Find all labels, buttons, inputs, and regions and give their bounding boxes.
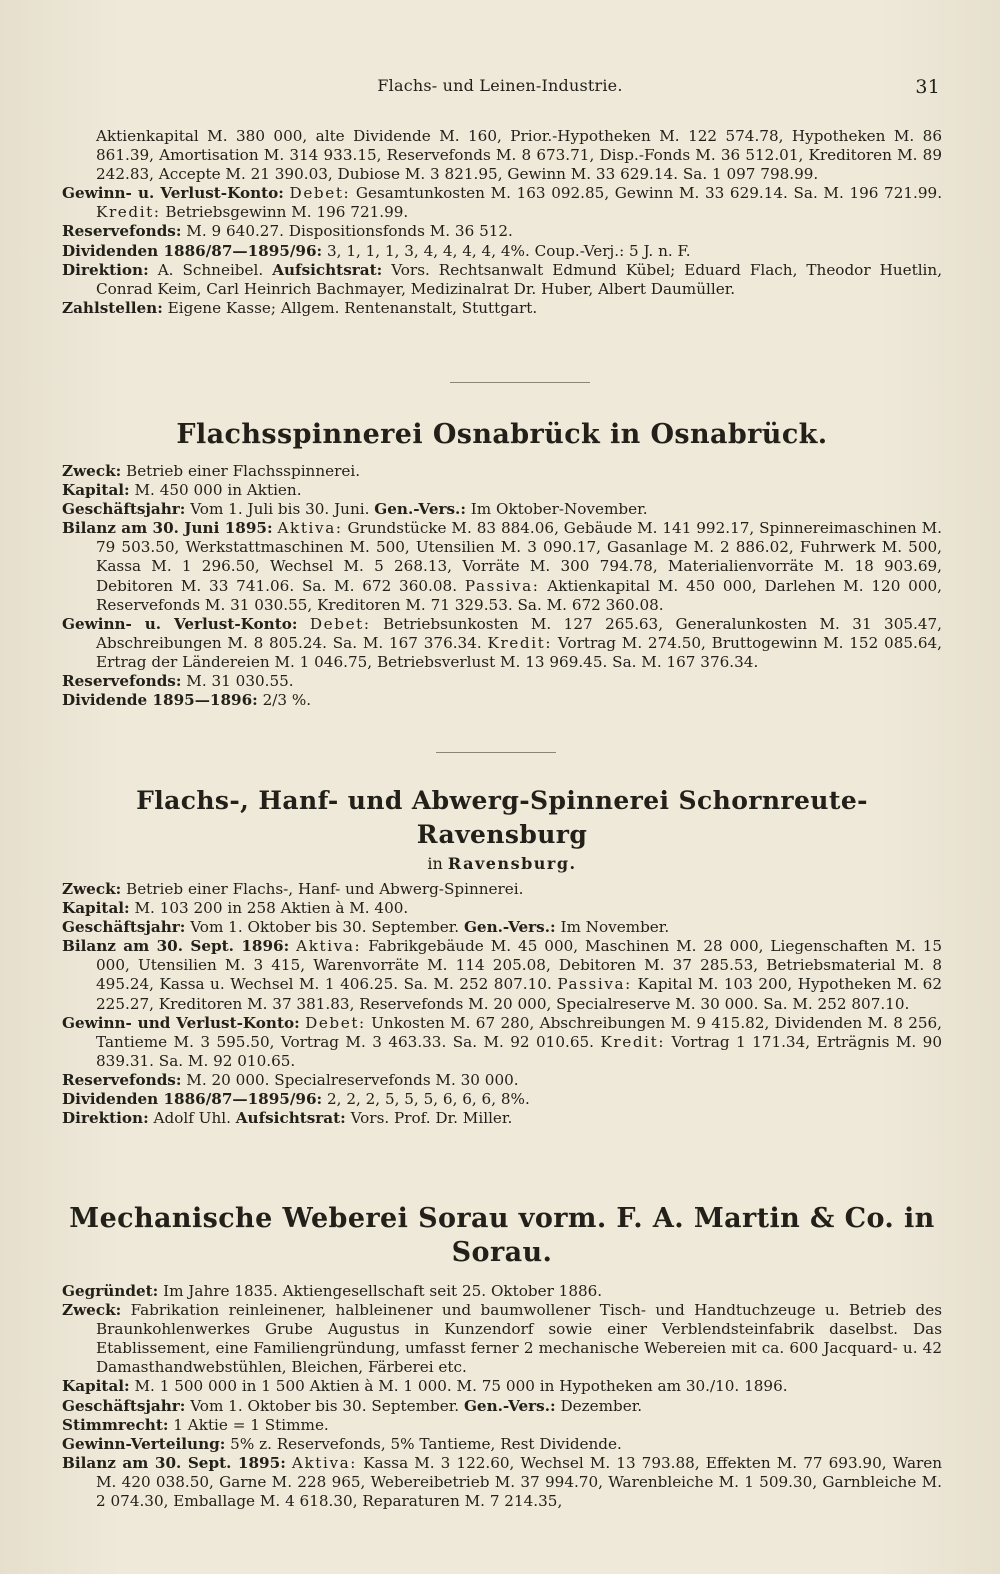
running-head	[60, 76, 940, 102]
company-title-sorau: Mechanische Weberei Sorau vorm. F. A. Martin & Co. in Sorau.	[69, 1203, 935, 1268]
osn-kredit: Vortrag M. 274.50, Bruttogewinn M. 152 085.64, Ertrag der Ländereien M. 1 046.75, Betriebsverlust M. 13 969.45. Sa. M. 167 376.34.	[96, 633, 943, 671]
rav-aktiva: Fabrikgebäude M. 45 000, Maschinen M. 28 000, Liegenschaften M. 15 000, Utensilien M. 3 415, Warenvorräte M. 114 205.08, Debitoren M. 37 285.53, Betriebsmaterial M. 8 495.24, Kassa u. Wechsel M. 1 406.25. Sa. M. 252 807.10.	[96, 937, 943, 994]
prev-dividenden-entry	[62, 242, 942, 261]
rav-direktion-entry	[62, 1109, 942, 1128]
osn-dividende-entry	[62, 691, 942, 710]
company-subtitle-ravensburg	[62, 854, 942, 874]
osn-passiva-label: Passiva:	[464, 576, 540, 595]
osn-guv-entry	[62, 615, 942, 672]
rav-passiva-label: Passiva:	[557, 975, 632, 994]
sor-geschaeftsjahr-entry	[62, 1397, 942, 1416]
sor-genvers-label: Gen.-Vers.:	[463, 1396, 556, 1415]
osn-reservefonds-entry	[62, 672, 942, 691]
osn-debet: Betriebsunkosten M. 127 265.63, Generalunkosten M. 31 305.47, Abschreibungen M. 8 805.24. Sa. M. 167 376.34.	[96, 614, 943, 652]
prev-dividenden-label: Dividenden 1886/87—1895/96:	[62, 241, 323, 260]
osn-zweck: Betrieb einer Flachsspinnerei.	[126, 462, 361, 480]
osn-zweck-label: Zweck:	[62, 462, 122, 480]
sor-zweck-entry	[62, 1301, 942, 1377]
sor-genvers: Dezember.	[560, 1396, 643, 1415]
prev-guv-kredit: Betriebsgewinn M. 196 721.99.	[165, 203, 409, 222]
sor-kapital-label: Kapital:	[62, 1377, 130, 1396]
rav-debet: Unkosten M. 67 280, Abschreibungen M. 9 415.82, Dividenden M. 8 256, Tantieme M. 3 595.50, Vortrag M. 3 463.33. Sa. M. 92 010.65.	[96, 1013, 943, 1051]
divider	[450, 382, 590, 383]
ravensburg-sub-prefix: in	[427, 854, 443, 873]
osn-debet-label: Debet:	[309, 614, 371, 633]
rav-kapital-label: Kapital:	[62, 899, 130, 918]
sor-gewinnverteilung-entry	[62, 1435, 942, 1454]
osn-genvers: Im Oktober-November.	[470, 500, 648, 519]
sor-aktiva: Kassa M. 3 122.60, Wechsel M. 13 793.88, Effekten M. 77 693.90, Waren M. 420 038.50, Garne M. 228 965, Webereibetrieb M. 37 994.70, Warenbleiche M. 1 509.30, Garnbleiche M. 2 074.30, Emballage M. 4 618.30, Reparaturen M. 7 214.35,	[96, 1453, 943, 1511]
rav-kredit-label: Kredit:	[600, 1032, 666, 1051]
prev-direktion-label: Direktion:	[62, 260, 149, 279]
prev-aufsichtsrat-label: Aufsichtsrat:	[272, 260, 383, 279]
prev-guv-entry	[62, 184, 942, 222]
osn-zweck-entry	[62, 462, 942, 481]
prev-direktion: A. Schneibel.	[157, 260, 264, 279]
osn-bilanz-label: Bilanz am 30. Juni 1895:	[62, 519, 273, 538]
rav-dividenden: 2, 2, 2, 5, 5, 5, 6, 6, 6, 8%.	[327, 1090, 530, 1109]
osn-kapital-label: Kapital:	[62, 481, 130, 500]
rav-reservefonds: M. 20 000. Specialreservefonds M. 30 000.	[186, 1070, 519, 1089]
rav-zweck-entry	[62, 880, 942, 899]
prev-direktion-entry	[62, 261, 942, 299]
rav-kapital: M. 103 200 in 258 Aktien à M. 400.	[134, 899, 409, 918]
running-head-title: Flachs- und Leinen-Industrie.	[377, 76, 623, 95]
osn-guv-label: Gewinn- u. Verlust-Konto:	[62, 614, 298, 633]
rav-dividenden-entry	[62, 1090, 942, 1109]
osn-bilanz-entry	[62, 519, 942, 614]
osn-passiva: Aktienkapital M. 450 000, Darlehen M. 120 000, Reservefonds M. 31 030.55, Kreditoren M. 71 329.53. Sa. M. 672 360.08.	[96, 576, 942, 614]
rav-reservefonds-label: Reservefonds:	[62, 1070, 182, 1089]
rav-aufsichtsrat: Vors. Prof. Dr. Miller.	[350, 1109, 513, 1128]
osn-reservefonds-label: Reservefonds:	[62, 672, 182, 691]
prev-zahlstellen-label: Zahlstellen:	[62, 298, 163, 317]
osn-kapital-entry	[62, 481, 942, 500]
sor-geschaeftsjahr-label: Geschäftsjahr:	[62, 1396, 186, 1415]
rav-bilanz-label: Bilanz am 30. Sept. 1896:	[62, 937, 290, 956]
prev-guv-debet: Gesamtunkosten M. 163 092.85, Gewinn M. 33 629.14. Sa. M. 196 721.99.	[355, 184, 943, 203]
rav-geschaeftsjahr: Vom 1. Oktober bis 30. September.	[190, 918, 460, 937]
osn-kapital: M. 450 000 in Aktien.	[134, 481, 302, 500]
rav-aktiva-label: Aktiva:	[296, 937, 362, 956]
rav-bilanz-entry	[62, 937, 942, 1013]
rav-aufsichtsrat-label: Aufsichtsrat:	[235, 1109, 346, 1128]
prev-aufsichtsrat: Vors. Rechtsanwalt Edmund Kübel; Eduard Flach, Theodor Huetlin, Conrad Keim, Carl Heinrich Bachmayer, Medizinalrat Dr. Huber, Albert Daumüller.	[96, 260, 943, 298]
sor-gewinnverteilung-label: Gewinn-Verteilung:	[62, 1434, 226, 1453]
rav-kapital-entry	[62, 899, 942, 918]
rav-zweck-label: Zweck:	[62, 880, 122, 898]
sor-gewinnverteilung: 5% z. Reservefonds, 5% Tantieme, Rest Dividende.	[230, 1434, 622, 1453]
company-osnabrueck	[62, 418, 942, 710]
sor-kapital: M. 1 500 000 in 1 500 Aktien à M. 1 000. M. 75 000 in Hypotheken am 30./10. 1896.	[134, 1377, 788, 1396]
sor-zweck-label: Zweck:	[62, 1301, 122, 1320]
rav-guv-label: Gewinn- und Verlust-Konto:	[62, 1013, 300, 1032]
company-title-osnabrueck: Flachsspinnerei Osnabrück in Osnabrück.	[176, 419, 828, 450]
rav-passiva: Kapital M. 103 200, Hypotheken M. 62 225.27, Kreditoren M. 37 381.83, Reservefonds M. 20 000, Specialreserve M. 30 000. Sa. M. 252 807.10.	[96, 975, 942, 1013]
prev-guv-label: Gewinn- u. Verlust-Konto:	[62, 184, 284, 203]
osn-dividende: 2/3 %.	[262, 691, 312, 710]
sor-gegruendet-label: Gegründet:	[62, 1282, 159, 1300]
osn-geschaeftsjahr-entry	[62, 500, 942, 519]
rav-debet-label: Debet:	[305, 1013, 366, 1032]
rav-genvers-label: Gen.-Vers.:	[463, 918, 556, 937]
previous-entry-section	[62, 127, 942, 318]
rav-reservefonds-entry	[62, 1071, 942, 1090]
company-sorau	[62, 1202, 942, 1511]
sor-geschaeftsjahr: Vom 1. Oktober bis 30. September.	[190, 1396, 460, 1415]
rav-geschaeftsjahr-entry	[62, 918, 942, 937]
rav-geschaeftsjahr-label: Geschäftsjahr:	[62, 918, 186, 937]
osn-genvers-label: Gen.-Vers.:	[374, 500, 466, 519]
prev-reservefonds-entry	[62, 222, 942, 241]
osn-aktiva-label: Aktiva:	[277, 519, 343, 538]
sor-stimmrecht-label: Stimmrecht:	[62, 1415, 169, 1434]
sor-aktiva-label: Aktiva:	[291, 1453, 357, 1472]
sor-bilanz-entry	[62, 1454, 942, 1511]
company-title-ravensburg: Flachs-, Hanf- und Abwerg-Spinnerei Schornreute-Ravensburg	[136, 786, 868, 849]
sor-stimmrecht: 1 Aktie = 1 Stimme.	[173, 1415, 329, 1434]
page-number: 31	[915, 76, 940, 98]
sor-bilanz-label: Bilanz am 30. Sept. 1895:	[62, 1453, 286, 1472]
sor-gegruendet: Im Jahre 1835. Aktiengesellschaft seit 25. Oktober 1886.	[163, 1282, 603, 1300]
prev-reservefonds: M. 9 640.27. Dispositionsfonds M. 36 512.	[186, 222, 513, 241]
prev-guv-debet-label: Debet:	[289, 184, 351, 203]
rav-genvers: Im November.	[560, 918, 670, 937]
prev-capital-text: Aktienkapital M. 380 000, alte Dividende M. 160, Prior.-Hypotheken M. 122 574.78, Hypotheken M. 86 861.39, Amortisation M. 314 933.15, Reservefonds M. 8 673.71, Disp.-Fonds M. 36 512.01, Kreditoren M. 89 242.83, Accepte M. 21 390.03, Dubiose M. 3 821.95, Gewinn M. 33 629.14. Sa. 1 097 798.99.	[96, 127, 942, 184]
rav-zweck: Betrieb einer Flachs-, Hanf- und Abwerg-Spinnerei.	[126, 880, 524, 898]
rav-kredit: Vortrag 1 171.34, Erträgnis M. 90 839.31. Sa. M. 92 010.65.	[96, 1032, 943, 1070]
rav-direktion: Adolf Uhl.	[153, 1109, 231, 1128]
osn-reservefonds: M. 31 030.55.	[186, 672, 294, 691]
ravensburg-sub-city: Ravensburg.	[447, 854, 577, 873]
sor-kapital-entry	[62, 1377, 942, 1396]
prev-dividenden: 3, 1, 1, 1, 3, 4, 4, 4, 4, 4%. Coup.-Verj.: 5 J. n. F.	[327, 241, 691, 260]
rav-dividenden-label: Dividenden 1886/87—1895/96:	[62, 1090, 323, 1109]
osn-kredit-label: Kredit:	[487, 633, 553, 652]
prev-zahlstellen-entry	[62, 299, 942, 318]
company-ravensburg	[62, 784, 942, 1128]
osn-geschaeftsjahr-label: Geschäftsjahr:	[62, 500, 186, 519]
prev-reservefonds-label: Reservefonds:	[62, 222, 182, 241]
rav-direktion-label: Direktion:	[62, 1109, 149, 1128]
divider	[436, 752, 556, 753]
osn-geschaeftsjahr: Vom 1. Juli bis 30. Juni.	[190, 500, 370, 519]
sor-stimmrecht-entry	[62, 1416, 942, 1435]
osn-aktiva: Grundstücke M. 83 884.06, Gebäude M. 141 992.17, Spinnereimaschinen M. 79 503.50, Werkstattmaschinen M. 500, Utensilien M. 3 090.17, Gasanlage M. 2 886.02, Fuhrwerk M. 500, Kassa M. 1 296.50, Wechsel M. 5 268.13, Vorräte M. 300 794.78, Materialienvorräte M. 18 903.69, Debitoren M. 33 741.06. Sa. M. 672 360.08.	[96, 519, 942, 595]
rav-guv-entry	[62, 1014, 942, 1071]
osn-dividende-label: Dividende 1895—1896:	[62, 691, 258, 710]
prev-zahlstellen: Eigene Kasse; Allgem. Rentenanstalt, Stuttgart.	[167, 298, 538, 317]
sor-gegruendet-entry	[62, 1282, 942, 1301]
prev-guv-kredit-label: Kredit:	[96, 203, 161, 222]
sor-zweck: Fabrikation reinleinener, halbleinener und baumwollener Tisch- und Handtuchzeuge u. Betrieb des Braunkohlenwerkes Grube Augustus in Kunzendorf sowie einer Verblendsteinfabrik daselbst. Das Etablissement, eine Familiengründung, umfasst ferner 2 mechanische Webereien mit ca. 600 Jacquard- u. 42 Damasthandwebstühlen, Bleichen, Färberei etc.	[96, 1301, 942, 1377]
